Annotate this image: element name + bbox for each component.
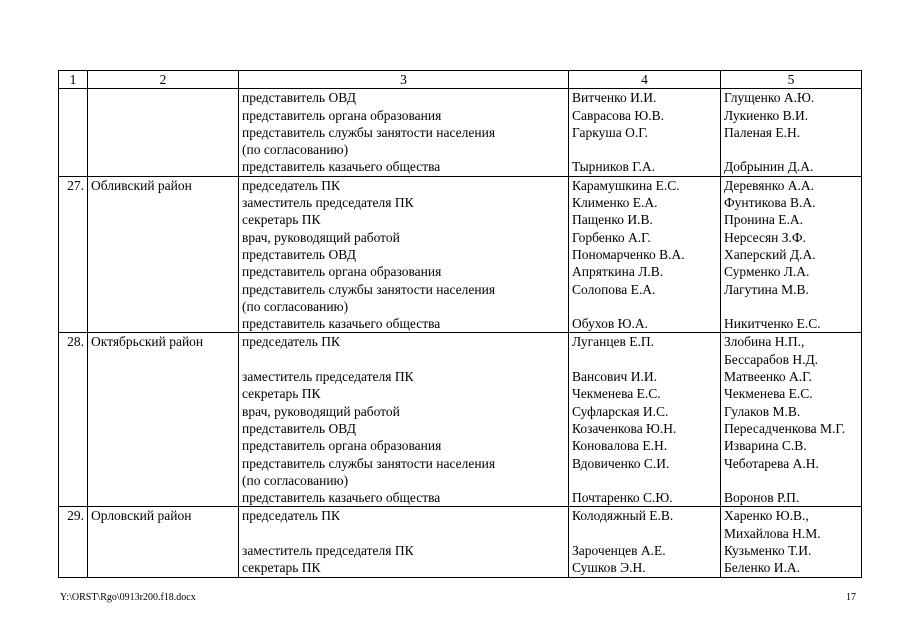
member-line: Луганцев Е.П.	[572, 334, 655, 350]
deputy-cell	[721, 176, 862, 333]
member-line: Горбенко А.Г.	[572, 229, 651, 245]
header-col-2: 2	[88, 71, 239, 89]
member-cell	[569, 176, 721, 333]
deputy-line: Никитченко Е.С.	[724, 316, 821, 332]
deputy-line: Матвеенко А.Г.	[724, 369, 812, 385]
role-line: врач, руководящий работой	[242, 229, 400, 245]
member-line	[572, 141, 717, 158]
member-line: Суфларская И.С.	[572, 403, 669, 419]
role-line: представитель ОВД	[242, 420, 356, 436]
role-line: представитель службы занятости населения	[242, 281, 496, 297]
member-line: Апряткина Л.В.	[572, 264, 664, 280]
member-line: Солопова Е.А.	[572, 281, 656, 297]
deputy-line: Нерсесян З.Ф.	[724, 229, 806, 245]
member-cell	[569, 507, 721, 577]
deputy-line: Злобина Н.П.,	[724, 334, 805, 350]
member-line: Тырников Г.А.	[572, 159, 655, 175]
deputy-cell	[721, 507, 862, 577]
deputy-cell	[721, 333, 862, 507]
role-line: представитель казачьего общества	[242, 490, 441, 506]
deputy-line: Сурменко Л.А.	[724, 264, 810, 280]
footer-file-path: Y:\ORST\Rgo\0913r200.f18.docx	[60, 592, 196, 603]
district-name: Октябрьский район	[88, 333, 239, 507]
deputy-cell	[721, 89, 862, 176]
deputy-line: Пересадченкова М.Г.	[724, 420, 846, 436]
row-number	[59, 89, 88, 176]
deputy-line: Гулаков М.В.	[724, 403, 801, 419]
deputy-line: Паленая Е.Н.	[724, 124, 801, 140]
member-line	[572, 525, 717, 542]
role-line: представитель казачьего общества	[242, 316, 441, 332]
deputy-line: Фунтикова В.А.	[724, 195, 816, 211]
deputy-line: Михайлова Н.М.	[724, 525, 821, 541]
member-cell	[569, 333, 721, 507]
district-name: Обливский район	[88, 176, 239, 333]
header-row	[59, 71, 862, 89]
role-line: представитель службы занятости населения	[242, 124, 496, 140]
member-line	[572, 472, 717, 489]
deputy-line: Хаперский Д.А.	[724, 246, 816, 262]
member-line: Карамушкина Е.С.	[572, 177, 680, 193]
district-name	[88, 89, 239, 176]
role-cell	[239, 333, 569, 507]
role-line: представитель органа образования	[242, 438, 442, 454]
role-line: председатель ПК	[242, 334, 341, 350]
member-line: Гаркуша О.Г.	[572, 124, 648, 140]
member-line: Витченко И.И.	[572, 90, 657, 106]
role-line: представитель ОВД	[242, 90, 356, 106]
role-line	[242, 525, 565, 542]
deputy-line: Чекменева Е.С.	[724, 386, 813, 402]
role-line: представитель органа образования	[242, 264, 442, 280]
member-line: Зароченцев А.Е.	[572, 543, 666, 559]
district-name: Орловский район	[88, 507, 239, 577]
role-line: заместитель председателя ПК	[242, 543, 414, 559]
role-line: секретарь ПК	[242, 386, 321, 402]
deputy-line: Добрынин Д.А.	[724, 159, 814, 175]
row-number: 29.	[59, 507, 88, 577]
deputy-line: Лагутина М.В.	[724, 281, 809, 297]
role-line: представитель органа образования	[242, 107, 442, 123]
member-line: Вансович И.И.	[572, 369, 657, 385]
table-row	[59, 89, 862, 176]
commission-table	[58, 70, 862, 578]
role-cell	[239, 507, 569, 577]
table-row	[59, 333, 862, 507]
deputy-line: Кузьменко Т.И.	[724, 543, 812, 559]
member-cell	[569, 89, 721, 176]
role-line: представитель службы занятости населения	[242, 455, 496, 471]
member-line: Чекменева Е.С.	[572, 386, 661, 402]
member-line: Сушков Э.Н.	[572, 560, 646, 576]
footer-page-number: 17	[846, 592, 856, 603]
member-line: Почтаренко С.Ю.	[572, 490, 673, 506]
role-line: (по согласованию)	[242, 298, 349, 314]
deputy-line: Лукиенко В.И.	[724, 107, 809, 123]
member-line	[572, 351, 717, 368]
deputy-line: Деревянко А.А.	[724, 177, 814, 193]
role-cell	[239, 89, 569, 176]
deputy-line	[724, 472, 858, 489]
row-number: 28.	[59, 333, 88, 507]
member-line: Коновалова Е.Н.	[572, 438, 668, 454]
member-line: Саврасова Ю.В.	[572, 107, 665, 123]
deputy-line: Воронов Р.П.	[724, 490, 800, 506]
member-line: Пономарченко В.А.	[572, 246, 685, 262]
role-line: врач, руководящий работой	[242, 403, 400, 419]
header-col-4: 4	[569, 71, 721, 89]
role-line: (по согласованию)	[242, 142, 349, 158]
deputy-line: Бессарабов Н.Д.	[724, 351, 819, 367]
role-cell	[239, 176, 569, 333]
role-line: председатель ПК	[242, 508, 341, 524]
role-line: председатель ПК	[242, 177, 341, 193]
member-line: Колодяжный Е.В.	[572, 508, 674, 524]
deputy-line	[724, 298, 858, 315]
role-line: заместитель председателя ПК	[242, 369, 414, 385]
deputy-line: Изварина С.В.	[724, 438, 807, 454]
table-row	[59, 176, 862, 333]
member-line: Обухов Ю.А.	[572, 316, 648, 332]
header-col-3: 3	[239, 71, 569, 89]
role-line	[242, 351, 565, 368]
member-line: Пащенко И.В.	[572, 212, 653, 228]
role-line: секретарь ПК	[242, 212, 321, 228]
deputy-line	[724, 141, 858, 158]
deputy-line: Глущенко А.Ю.	[724, 90, 815, 106]
member-line: Козаченкова Ю.Н.	[572, 420, 677, 436]
deputy-line: Беленко И.А.	[724, 560, 800, 576]
header-col-5: 5	[721, 71, 862, 89]
deputy-line: Чеботарева А.Н.	[724, 455, 819, 471]
role-line: заместитель председателя ПК	[242, 195, 414, 211]
role-line: представитель казачьего общества	[242, 159, 441, 175]
deputy-line: Пронина Е.А.	[724, 212, 804, 228]
header-col-1: 1	[59, 71, 88, 89]
role-line: секретарь ПК	[242, 560, 321, 576]
member-line: Вдовиченко С.И.	[572, 455, 670, 471]
member-line	[572, 298, 717, 315]
row-number: 27.	[59, 176, 88, 333]
member-line: Клименко Е.А.	[572, 195, 658, 211]
role-line: (по согласованию)	[242, 472, 349, 488]
table-row	[59, 507, 862, 577]
deputy-line: Харенко Ю.В.,	[724, 508, 809, 524]
role-line: представитель ОВД	[242, 246, 356, 262]
